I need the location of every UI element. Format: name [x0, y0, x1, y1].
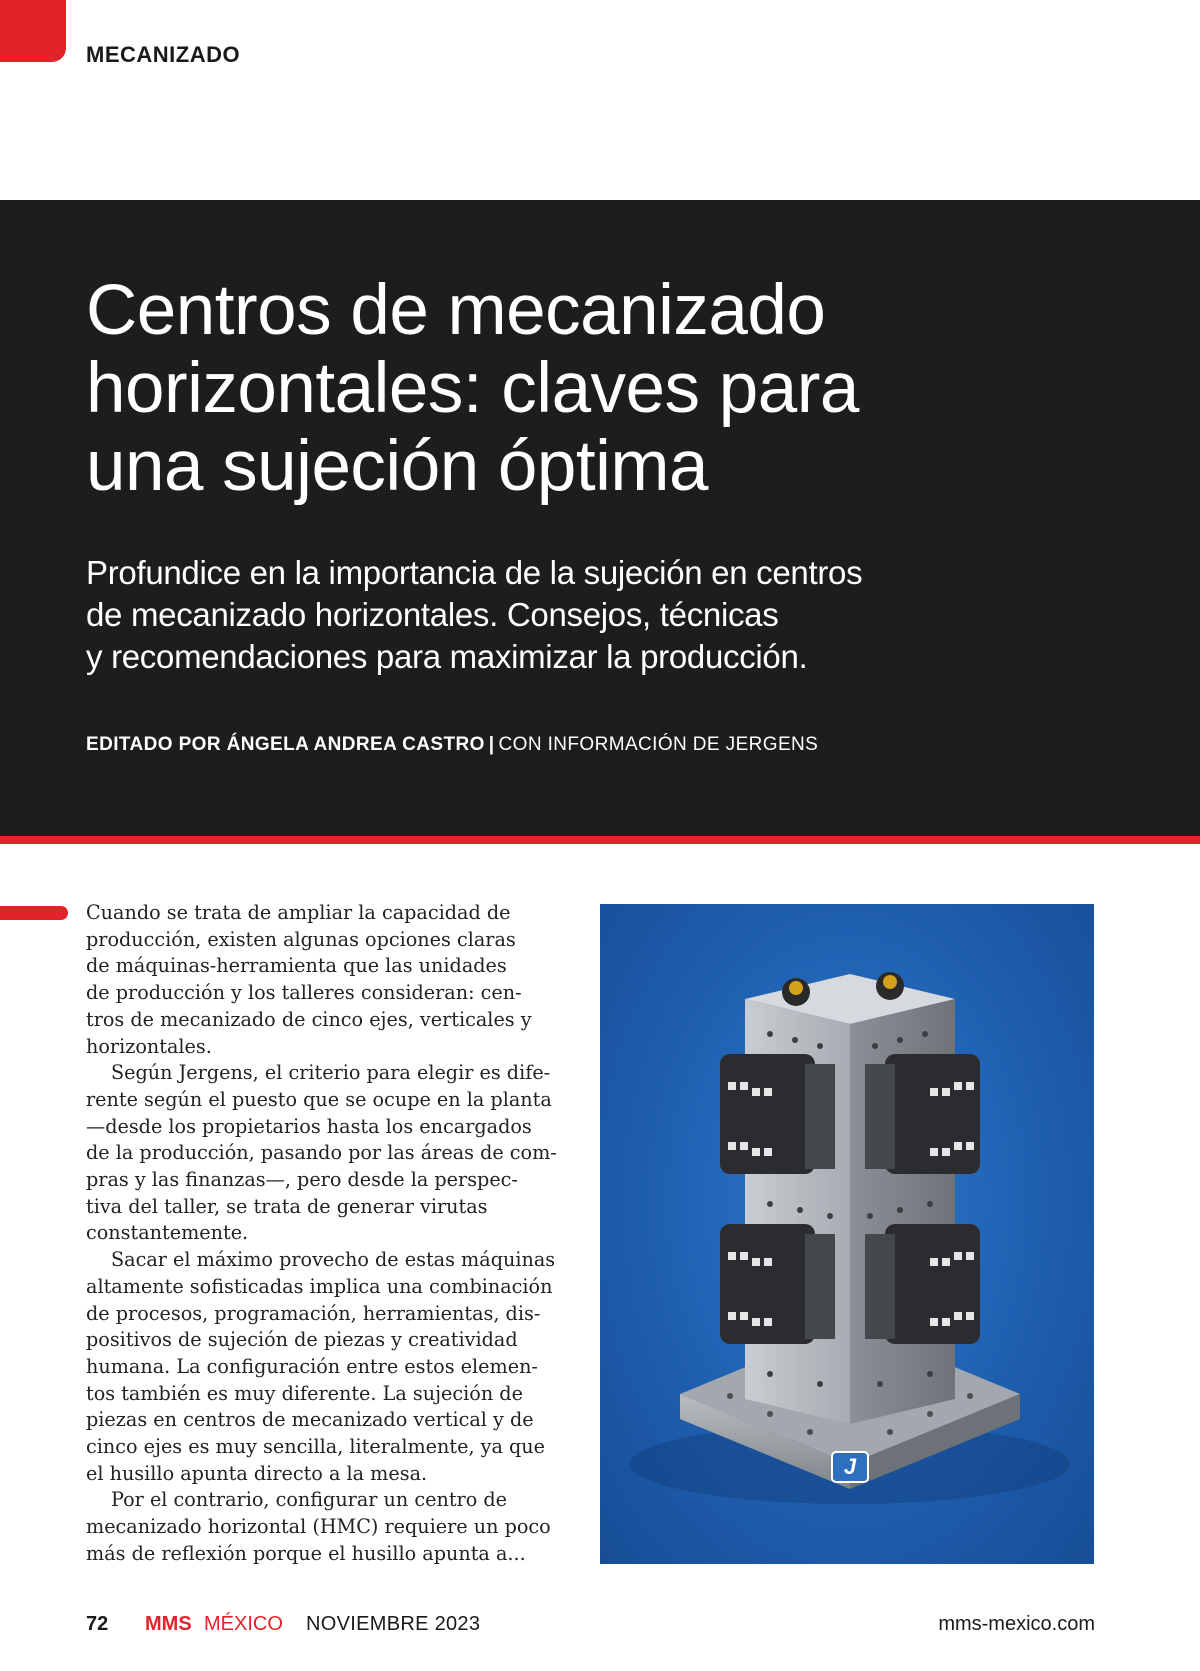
section-label: MECANIZADO — [86, 42, 241, 67]
body-line: mecanizado horizontal (HMC) requiere un poco — [86, 1515, 551, 1539]
page-footer — [0, 1613, 1200, 1643]
body-line: pras y las finanzas—, pero desde la perspec- — [86, 1168, 518, 1192]
body-line: piezas en centros de mecanizado vertical y de — [86, 1408, 534, 1432]
page-number: 72 — [86, 1613, 109, 1635]
body-line: cinco ejes es muy sencilla, literalmente, ya que — [86, 1435, 546, 1459]
article-subtitle — [86, 552, 986, 678]
byline-editor: EDITADO POR ÁNGELA ANDREA CASTRO — [86, 734, 485, 755]
body-line: producción, existen algunas opciones claras — [86, 927, 516, 951]
body-line: de máquinas-herramienta que las unidades — [86, 954, 507, 978]
title-line: una sujeción óptima — [86, 427, 709, 506]
byline-source: CON INFORMACIÓN DE JERGENS — [498, 734, 819, 755]
body-line: más de reflexión porque el husillo apunta a... — [86, 1541, 526, 1565]
brand-mexico: MÉXICO — [204, 1613, 283, 1635]
body-line: rente según el puesto que se ocupe en la planta — [86, 1087, 552, 1111]
product-photo — [600, 904, 1094, 1564]
body-line: de procesos, programación, herramientas, dis- — [86, 1301, 541, 1325]
body-line: Sacar el máximo provecho de estas máquinas — [111, 1248, 556, 1272]
jergens-logo-mark: J — [843, 1454, 857, 1479]
body-line: altamente sofisticadas implica una combinación — [86, 1274, 553, 1298]
body-line: Según Jergens, el criterio para elegir es dife- — [111, 1061, 551, 1085]
corner-tab — [0, 0, 66, 62]
body-line: tiva del taller, se trata de generar virutas — [86, 1194, 488, 1218]
byline-separator: | — [488, 734, 495, 755]
body-line: de producción y los talleres consideran: cen- — [86, 981, 522, 1005]
text-start-marker — [0, 906, 68, 920]
subtitle-line: de mecanizado horizontales. Consejos, técnicas — [86, 596, 779, 633]
hero-divider — [0, 836, 1200, 844]
body-line: de la producción, pasando por las áreas de com- — [86, 1141, 557, 1165]
issue-date: NOVIEMBRE 2023 — [306, 1613, 481, 1635]
body-line: el husillo apunta directo a la mesa. — [86, 1461, 428, 1485]
brand-mms: MMS — [145, 1613, 192, 1635]
body-line: constantemente. — [86, 1221, 249, 1245]
title-line: Centros de mecanizado — [86, 271, 826, 350]
body-line: positivos de sujeción de piezas y creatividad — [86, 1328, 518, 1352]
subtitle-line: y recomendaciones para maximizar la producción. — [86, 638, 808, 675]
body-line: horizontales. — [86, 1034, 212, 1058]
body-line: —desde los propietarios hasta los encargados — [86, 1114, 532, 1138]
article-title — [86, 272, 1046, 506]
article-body — [86, 900, 556, 1568]
body-line: humana. La configuración entre estos elemen- — [86, 1354, 538, 1378]
website-link[interactable]: mms-mexico.com — [938, 1613, 1095, 1635]
body-line: Por el contrario, configurar un centro de — [111, 1488, 508, 1512]
title-line: horizontales: claves para — [86, 349, 859, 428]
subtitle-line: Profundice en la importancia de la sujeción en centros — [86, 554, 863, 591]
body-line: tos también es muy diferente. La sujeción de — [86, 1381, 523, 1405]
body-line: tros de mecanizado de cinco ejes, verticales y — [86, 1007, 532, 1031]
byline — [86, 734, 818, 756]
body-line: Cuando se trata de ampliar la capacidad de — [86, 901, 511, 924]
